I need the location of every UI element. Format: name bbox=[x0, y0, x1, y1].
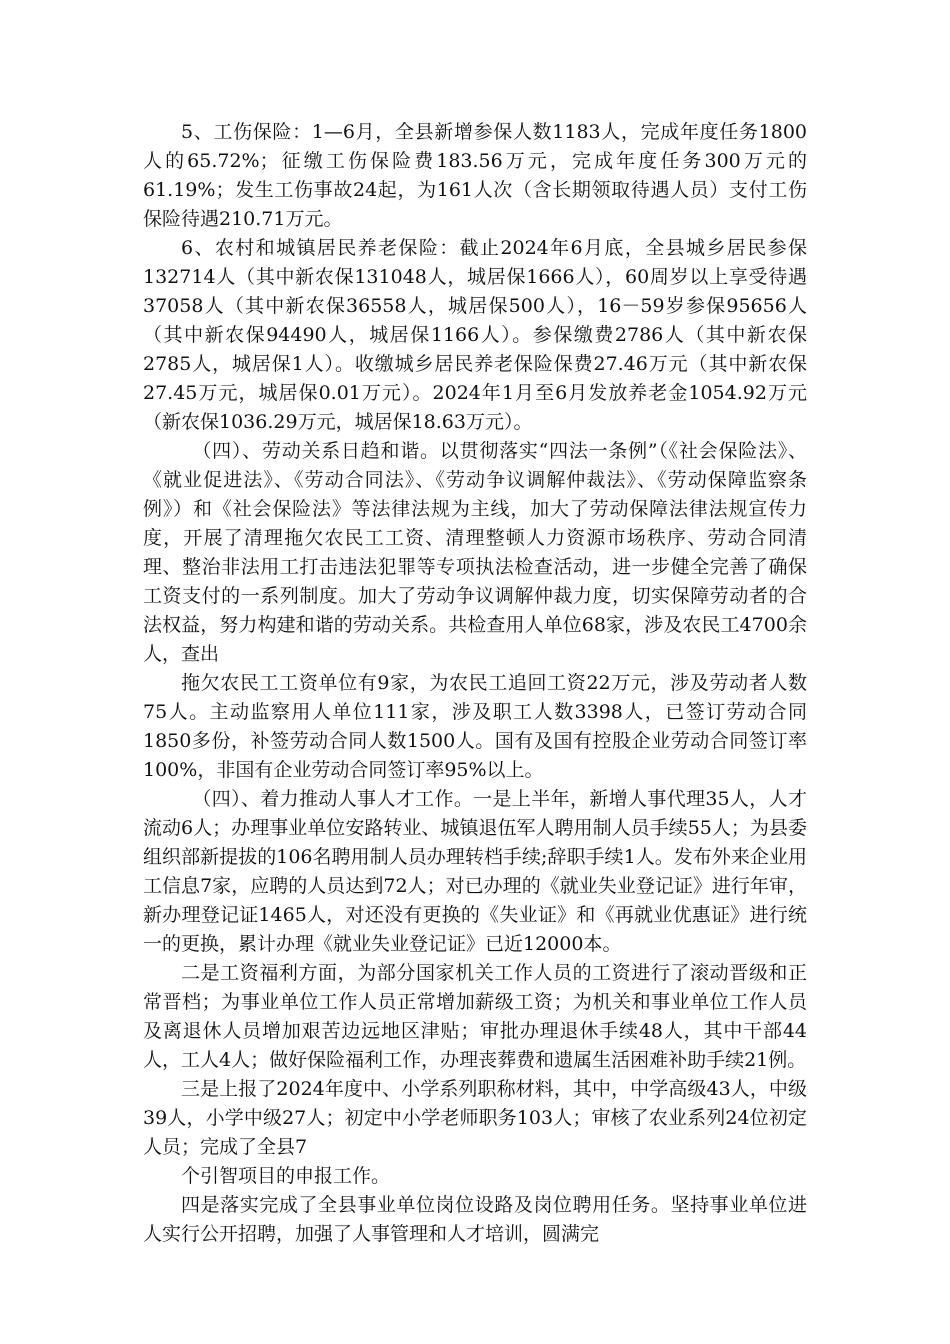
paragraph-wage-arrears: 拖欠农民工工资单位有9家，为农民工追回工资22万元，涉及劳动者人数75人。主动监察用人单位111家，涉及职工人数3398人，已签订劳动合同1850多份，补签劳动合同人数1500人。国有及国有控股企业劳动合同签订率100%，非国有企业劳动合同签订率95%以上。 bbox=[143, 672, 807, 781]
document-page bbox=[143, 118, 807, 1249]
paragraph-personnel-talent: （四）、着力推动人事人才工作。一是上半年，新增人事代理35人，人才流动6人；办理事业单位安路转业、城镇退伍军人聘用制人员手续55人；为县委组织部新提拔的106名聘用制人员办理转档手续;辞职手续1人。发布外来企业用工信息7家，应聘的人员达到72人；对已办理的《就业失业登记证》进行年审，新办理登记证1465人，对还没有更换的《失业证》和《再就业优惠证》进行统一的更换，累计办理《就业失业登记证》已近12000本。 bbox=[143, 788, 807, 955]
paragraph-wage-welfare: 二是工资福利方面，为部分国家机关工作人员的工资进行了滚动晋级和正常晋档；为事业单位工作人员正常增加薪级工资；为机关和事业单位工作人员及离退休人员增加艰苦边远地区津贴；审批办理退休手续48人，其中干部44人，工人4人；做好保险福利工作，办理丧葬费和遗属生活困难补助手续21例。 bbox=[143, 962, 807, 1071]
paragraph-resident-pension-insurance: 6、农村和城镇居民养老保险：截止2024年6月底，全县城乡居民参保132714人（其中新农保131048人，城居保1666人），60周岁以上享受待遇37058人（其中新农保36558人，城居保500人），16－59岁参保95656人（其中新农保94490人，城居保1166人）。参保缴费2786人（其中新农保2785人，城居保1人）。收缴城乡居民养老保险保费27.46万元（其中新农保27.45万元，城居保0.01万元）。2024年1月至6月发放养老金1054.92万元（新农保1036.29万元，城居保18.63万元）。 bbox=[143, 237, 807, 433]
paragraph-labor-relations: （四）、劳动关系日趋和谐。以贯彻落实“四法一条例”（《社会保险法》、《就业促进法》、《劳动合同法》、《劳动争议调解仲裁法》、《劳动保障监察条例》）和《社会保险法》等法律法规为主线，加大了劳动保障法律法规宣传力度，开展了清理拖欠农民工工资、清理整顿人力资源市场秩序、劳动合同清理、整治非法用工打击违法犯罪等专项执法检查活动，进一步健全完善了确保工资支付的一系列制度。加大了劳动争议调解仲裁力度，切实保障劳动者的合法权益，努力构建和谐的劳动关系。共检查用人单位68家，涉及农民工4700余人，查出 bbox=[143, 440, 807, 665]
paragraph-work-injury-insurance: 5、工伤保险：1—6月，全县新增参保人数1183人，完成年度任务1800人的65.72%；征缴工伤保险费183.56万元，完成年度任务300万元的61.19%；发生工伤事故24起，为161人次（含长期领取待遇人员）支付工伤保险待遇210.71万元。 bbox=[143, 121, 807, 230]
paragraph-post-appointment: 四是落实完成了全县事业单位岗位设路及岗位聘用任务。坚持事业单位进人实行公开招聘，加强了人事管理和人才培训，圆满完 bbox=[143, 1194, 807, 1245]
paragraph-talent-projects: 个引智项目的申报工作。 bbox=[181, 1165, 391, 1187]
paragraph-professional-titles: 三是上报了2024年度中、小学系列职称材料，其中，中学高级43人，中级39人，小学中级27人；初定中小学老师职务103人；审核了农业系列24位初定人员；完成了全县7 bbox=[143, 1078, 807, 1158]
